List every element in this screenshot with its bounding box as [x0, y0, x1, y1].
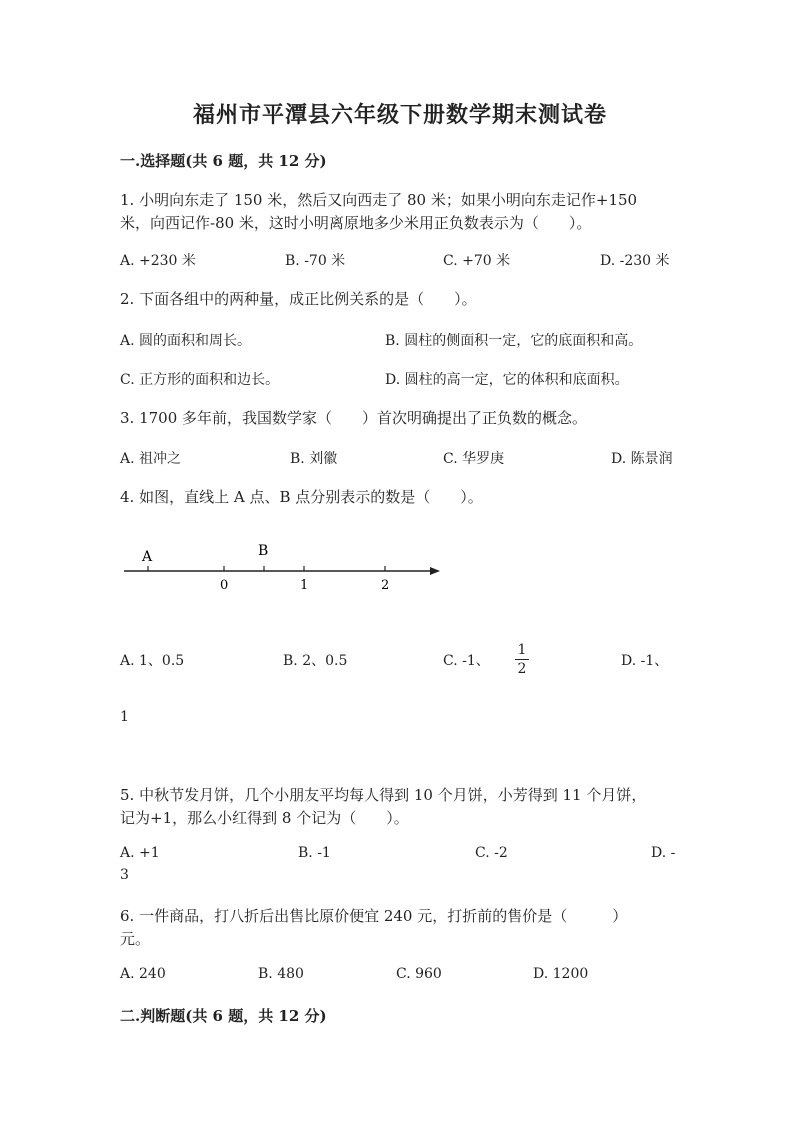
- fraction-denominator: 2: [517, 661, 527, 677]
- question-3-option-a: A. 祖冲之: [120, 451, 182, 467]
- point-label-b: B: [258, 543, 269, 559]
- question-3-option-d: D. 陈景润: [611, 451, 673, 467]
- section-heading-true-false: 二.判断题(共 6 题，共 12 分): [120, 1007, 327, 1025]
- question-4-option-b: B. 2、0.5: [283, 653, 348, 669]
- question-4-text: 4. 如图，直线上 A 点、B 点分别表示的数是（ ）。: [120, 488, 483, 506]
- question-5-text-line2: 记为+1，那么小红得到 8 个记为（ ）。: [120, 809, 409, 827]
- number-line-arrowhead: [430, 567, 440, 575]
- fraction-bar: [515, 659, 529, 660]
- question-4-option-a: A. 1、0.5: [120, 653, 185, 669]
- point-label-a: A: [142, 549, 153, 565]
- question-5-option-b: B. -1: [298, 845, 331, 861]
- question-4-option-c: C. -1、: [443, 653, 490, 669]
- question-2-option-d: D. 圆柱的高一定，它的体积和底面积。: [385, 372, 629, 388]
- question-1-option-c: C. +70 米: [443, 253, 511, 269]
- question-6-option-a: A. 240: [120, 966, 166, 982]
- question-1-text-line1: 1. 小明向东走了 150 米，然后又向西走了 80 米；如果小明向东走记作+150: [120, 191, 638, 209]
- question-1-text-line2: 米，向西记作-80 米，这时小明离原地多少米用正负数表示为（ ）。: [120, 214, 592, 232]
- question-3-option-b: B. 刘徽: [290, 451, 338, 467]
- question-6-option-c: C. 960: [396, 966, 442, 982]
- question-5-text-line1: 5. 中秋节发月饼，几个小朋友平均每人得到 10 个月饼，小芳得到 11 个月饼，: [120, 786, 647, 804]
- question-1-option-d: D. -230 米: [600, 253, 670, 269]
- section-heading-choice: 一.选择题(共 6 题，共 12 分): [120, 152, 327, 170]
- fraction-one-half: [515, 642, 529, 677]
- tick-label-1: 1: [300, 578, 309, 592]
- question-2-option-a: A. 圆的面积和周长。: [120, 333, 252, 349]
- question-6-option-d: D. 1200: [533, 966, 589, 982]
- question-4-option-d-continued: 1: [120, 709, 129, 725]
- question-5-option-a: A. +1: [120, 845, 160, 861]
- number-line-figure: [122, 540, 442, 592]
- question-1-option-b: B. -70 米: [285, 253, 346, 269]
- fraction-numerator: 1: [517, 642, 527, 658]
- question-2-option-b: B. 圆柱的侧面积一定，它的底面积和高。: [385, 333, 643, 349]
- question-3-option-c: C. 华罗庚: [443, 451, 505, 467]
- question-5-option-c: C. -2: [475, 845, 508, 861]
- question-3-text: 3. 1700 多年前，我国数学家（ ）首次明确提出了正负数的概念。: [120, 409, 588, 427]
- question-6-option-b: B. 480: [258, 966, 304, 982]
- tick-label-2: 2: [381, 578, 390, 592]
- tick-label-0: 0: [220, 578, 229, 592]
- question-5-option-d: D. -: [651, 845, 676, 861]
- question-4-option-d: D. -1、: [621, 653, 669, 669]
- question-5-option-d-continued: 3: [120, 867, 129, 883]
- question-1-option-a: A. +230 米: [120, 253, 196, 269]
- question-6-text-line2: 元。: [120, 930, 151, 948]
- question-2-option-c: C. 正方形的面积和边长。: [120, 372, 280, 388]
- question-6-text-line1: 6. 一件商品，打八折后出售比原价便宜 240 元，打折前的售价是（ ）: [120, 907, 628, 925]
- question-2-text: 2. 下面各组中的两种量，成正比例关系的是（ ）。: [120, 290, 477, 308]
- page-title: 福州市平潭县六年级下册数学期末测试卷: [192, 102, 607, 128]
